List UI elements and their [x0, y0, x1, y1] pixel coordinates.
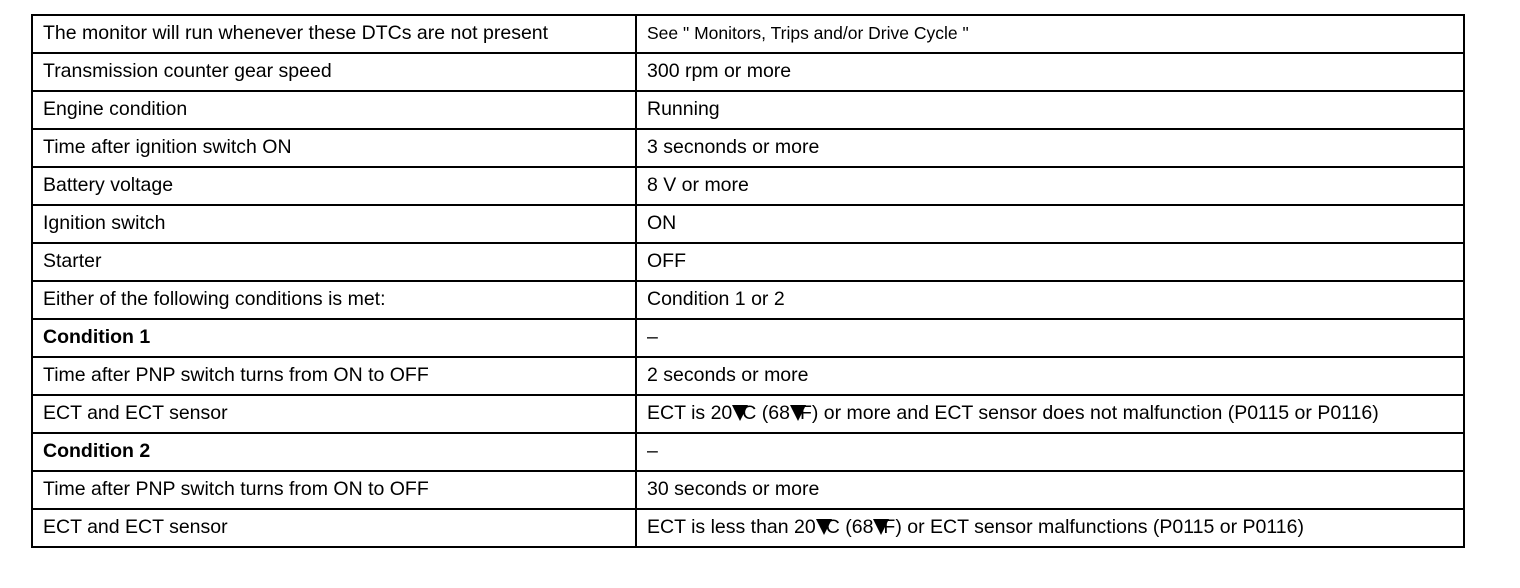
value-text: F) or ECT sensor malfunctions (P0115 or P0116) [883, 516, 1304, 538]
table-row [32, 91, 1464, 129]
value-cell: – [636, 433, 1464, 471]
condition-table [31, 14, 1465, 548]
value-cell: – [636, 319, 1464, 357]
value-cell: 30 seconds or more [636, 471, 1464, 509]
condition-cell: Engine condition [32, 91, 636, 129]
table-row [32, 433, 1464, 471]
value-cell: 300 rpm or more [636, 53, 1464, 91]
table-row [32, 15, 1464, 53]
condition-cell: Battery voltage [32, 167, 636, 205]
value-text: C (68 [825, 516, 874, 538]
value-cell: OFF [636, 243, 1464, 281]
table-row [32, 319, 1464, 357]
condition-cell: Transmission counter gear speed [32, 53, 636, 91]
table-row [32, 357, 1464, 395]
condition-cell: Either of the following conditions is met: [32, 281, 636, 319]
table-row [32, 129, 1464, 167]
table-row [32, 509, 1464, 547]
value-cell [636, 395, 1464, 433]
value-text: F) or more and ECT sensor does not malfunction (P0115 or P0116) [799, 402, 1379, 424]
condition-cell: ECT and ECT sensor [32, 395, 636, 433]
value-cell: 8 V or more [636, 167, 1464, 205]
condition-cell: Time after PNP switch turns from ON to OFF [32, 357, 636, 395]
value-cell: 3 secnonds or more [636, 129, 1464, 167]
value-cell: ON [636, 205, 1464, 243]
value-cell: See " Monitors, Trips and/or Drive Cycle " [636, 15, 1464, 53]
value-text: ECT is less than 20 [647, 516, 816, 538]
table-row [32, 395, 1464, 433]
table-row [32, 53, 1464, 91]
value-cell [636, 509, 1464, 547]
value-cell: 2 seconds or more [636, 357, 1464, 395]
table-row [32, 471, 1464, 509]
condition-cell: Time after PNP switch turns from ON to OFF [32, 471, 636, 509]
table-row [32, 243, 1464, 281]
value-cell: Condition 1 or 2 [636, 281, 1464, 319]
value-text: C (68 [742, 402, 790, 424]
condition-cell: ECT and ECT sensor [32, 509, 636, 547]
table-row [32, 205, 1464, 243]
table-row [32, 281, 1464, 319]
table-row [32, 167, 1464, 205]
condition-heading-cell: Condition 2 [32, 433, 636, 471]
condition-heading-cell: Condition 1 [32, 319, 636, 357]
condition-cell: Starter [32, 243, 636, 281]
condition-cell: The monitor will run whenever these DTCs are not present [32, 15, 636, 53]
condition-cell: Time after ignition switch ON [32, 129, 636, 167]
value-text: ECT is 20 [647, 402, 733, 424]
condition-cell: Ignition switch [32, 205, 636, 243]
value-cell: Running [636, 91, 1464, 129]
